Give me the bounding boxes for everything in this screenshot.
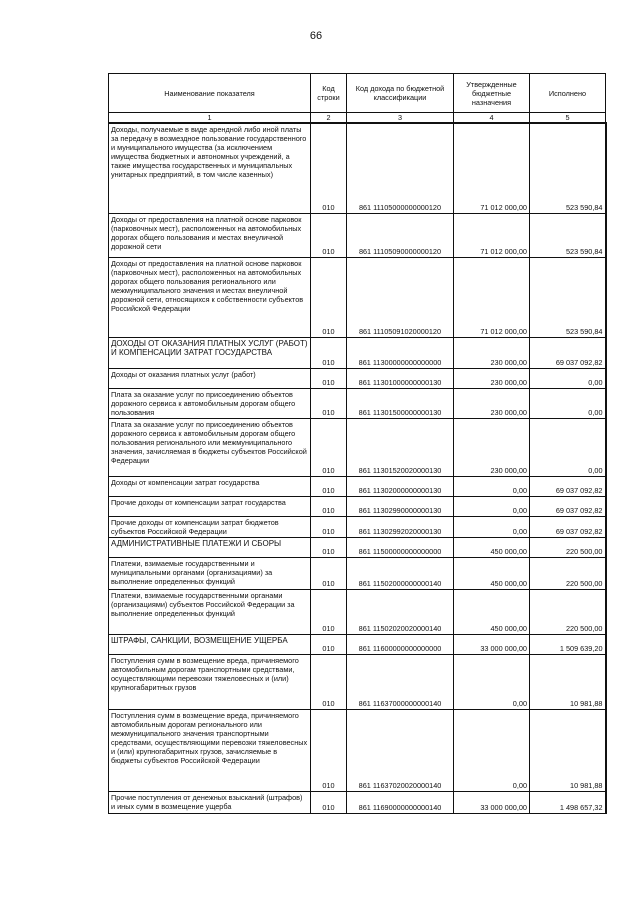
cell-code: 010 [311,257,347,337]
column-number: 3 [347,113,454,124]
cell-done: 0,00 [530,418,606,476]
cell-done: 0,00 [530,368,606,388]
cell-done: 10 981,88 [530,709,606,791]
table-row [109,257,606,337]
cell-code: 010 [311,709,347,791]
table-row [109,654,606,709]
cell-code: 010 [311,123,347,213]
cell-name: Плата за оказание услуг по присоединению объектов дорожного сервиса к автомобильным дорогам общего пользования регионального или межмуниципального значения, зачисляемая в бюджеты субъектов Российской Федерации [109,418,311,476]
column-number: 4 [454,113,530,124]
cell-done: 69 037 092,82 [530,496,606,516]
table-row [109,368,606,388]
header-done: Исполнено [530,74,606,113]
cell-plan: 230 000,00 [454,337,530,368]
cell-plan: 71 012 000,00 [454,257,530,337]
cell-name: Платежи, взимаемые государственными органами (организациями) субъектов Российской Федерации за выполнение определенных функций [109,589,311,634]
cell-kbk: 861 11302992020000130 [347,516,454,537]
cell-kbk: 861 11105091020000120 [347,257,454,337]
cell-name: Доходы от предоставления на платной основе парковок (парковочных мест), расположенных на автомобильных дорогах общего пользования и местах внеуличной дорожной сети [109,213,311,257]
cell-kbk: 861 11600000000000000 [347,634,454,654]
cell-plan: 71 012 000,00 [454,123,530,213]
cell-code: 010 [311,791,347,813]
cell-done: 523 590,84 [530,213,606,257]
cell-done: 0,00 [530,388,606,418]
cell-kbk: 861 11301520020000130 [347,418,454,476]
cell-kbk: 861 11105000000000120 [347,123,454,213]
table-row [109,557,606,589]
cell-plan: 71 012 000,00 [454,213,530,257]
cell-code: 010 [311,418,347,476]
table-row [109,213,606,257]
cell-plan: 33 000 000,00 [454,634,530,654]
cell-plan: 230 000,00 [454,368,530,388]
cell-code: 010 [311,589,347,634]
cell-name: Прочие поступления от денежных взысканий (штрафов) и иных сумм в возмещение ущерба [109,791,311,813]
cell-kbk: 861 11300000000000000 [347,337,454,368]
cell-kbk: 861 11500000000000000 [347,537,454,557]
cell-done: 69 037 092,82 [530,516,606,537]
cell-name: ДОХОДЫ ОТ ОКАЗАНИЯ ПЛАТНЫХ УСЛУГ (РАБОТ) И КОМПЕНСАЦИИ ЗАТРАТ ГОСУДАРСТВА [109,337,311,368]
cell-plan: 0,00 [454,476,530,496]
cell-kbk: 861 11301500000000130 [347,388,454,418]
cell-kbk: 861 11105090000000120 [347,213,454,257]
header-name: Наименование показателя [109,74,311,113]
cell-code: 010 [311,337,347,368]
table-row [109,337,606,368]
cell-code: 010 [311,634,347,654]
cell-plan: 0,00 [454,516,530,537]
cell-kbk: 861 11301000000000130 [347,368,454,388]
column-number: 1 [109,113,311,124]
cell-name: Платежи, взимаемые государственными и муниципальными органами (организациями) за выполнение определенных функций [109,557,311,589]
header-code: Код строки [311,74,347,113]
table-row [109,589,606,634]
cell-done: 220 500,00 [530,537,606,557]
cell-code: 010 [311,496,347,516]
cell-plan: 230 000,00 [454,418,530,476]
cell-name: Прочие доходы от компенсации затрат бюджетов субъектов Российской Федерации [109,516,311,537]
cell-done: 523 590,84 [530,257,606,337]
table-row [109,537,606,557]
column-number: 5 [530,113,606,124]
header-plan: Утвержденные бюджетные назначения [454,74,530,113]
table-row [109,476,606,496]
table-header-row [109,74,606,113]
table-row [109,791,606,813]
cell-plan: 450 000,00 [454,557,530,589]
column-number: 2 [311,113,347,124]
cell-plan: 0,00 [454,654,530,709]
cell-code: 010 [311,388,347,418]
cell-kbk: 861 11690000000000140 [347,791,454,813]
cell-kbk: 861 11302990000000130 [347,496,454,516]
table-row [109,516,606,537]
table-row [109,418,606,476]
cell-code: 010 [311,537,347,557]
cell-done: 10 981,88 [530,654,606,709]
cell-code: 010 [311,557,347,589]
cell-kbk: 861 11502020020000140 [347,589,454,634]
cell-done: 1 498 657,32 [530,791,606,813]
cell-done: 69 037 092,82 [530,476,606,496]
cell-plan: 0,00 [454,496,530,516]
revenue-table [108,73,607,814]
cell-plan: 450 000,00 [454,537,530,557]
cell-name: Плата за оказание услуг по присоединению объектов дорожного сервиса к автомобильным дорогам общего пользования [109,388,311,418]
cell-done: 220 500,00 [530,589,606,634]
cell-name: Прочие доходы от компенсации затрат государства [109,496,311,516]
cell-kbk: 861 11637000000000140 [347,654,454,709]
cell-done: 1 509 639,20 [530,634,606,654]
page-number: 66 [309,30,323,42]
cell-plan: 230 000,00 [454,388,530,418]
cell-name: АДМИНИСТРАТИВНЫЕ ПЛАТЕЖИ И СБОРЫ [109,537,311,557]
cell-code: 010 [311,368,347,388]
table-row [109,123,606,213]
cell-kbk: 861 11637020020000140 [347,709,454,791]
cell-code: 010 [311,213,347,257]
cell-name: Доходы от оказания платных услуг (работ) [109,368,311,388]
cell-name: Поступления сумм в возмещение вреда, причиняемого автомобильным дорогам регионального или межмуниципального значения транспортными средствами, осуществляющими перевозки тяжеловесных и (или) крупногабаритных грузов, зачисляемые в бюджеты субъектов Российской Федерации [109,709,311,791]
cell-code: 010 [311,516,347,537]
cell-kbk: 861 11302000000000130 [347,476,454,496]
cell-plan: 33 000 000,00 [454,791,530,813]
table-row [109,388,606,418]
header-kbk: Код дохода по бюджетной классификации [347,74,454,113]
cell-done: 523 590,84 [530,123,606,213]
cell-name: Доходы от предоставления на платной основе парковок (парковочных мест), расположенных на автомобильных дорогах общего пользования регионального или межмуниципального значения и местах внеуличной дорожной сети, относящихся к собственности субъектов Российской Федерации [109,257,311,337]
cell-name: Поступления сумм в возмещение вреда, причиняемого автомобильным дорогам транспортными средствами, осуществляющими перевозки тяжеловесных и (или) крупногабаритных грузов [109,654,311,709]
cell-name: ШТРАФЫ, САНКЦИИ, ВОЗМЕЩЕНИЕ УЩЕРБА [109,634,311,654]
cell-code: 010 [311,654,347,709]
table-body [109,123,606,813]
table-row [109,634,606,654]
cell-kbk: 861 11502000000000140 [347,557,454,589]
cell-name: Доходы от компенсации затрат государства [109,476,311,496]
cell-code: 010 [311,476,347,496]
cell-plan: 450 000,00 [454,589,530,634]
column-number-row [109,113,606,124]
cell-name: Доходы, получаемые в виде арендной либо иной платы за передачу в возмездное пользование государственного и муниципального имущества (за исключением имущества бюджетных и автономных учреждений, а также имущества государственных и муниципальных унитарных предприятий, в том числе казенных) [109,123,311,213]
cell-done: 69 037 092,82 [530,337,606,368]
table-row [109,496,606,516]
table-row [109,709,606,791]
cell-plan: 0,00 [454,709,530,791]
cell-done: 220 500,00 [530,557,606,589]
